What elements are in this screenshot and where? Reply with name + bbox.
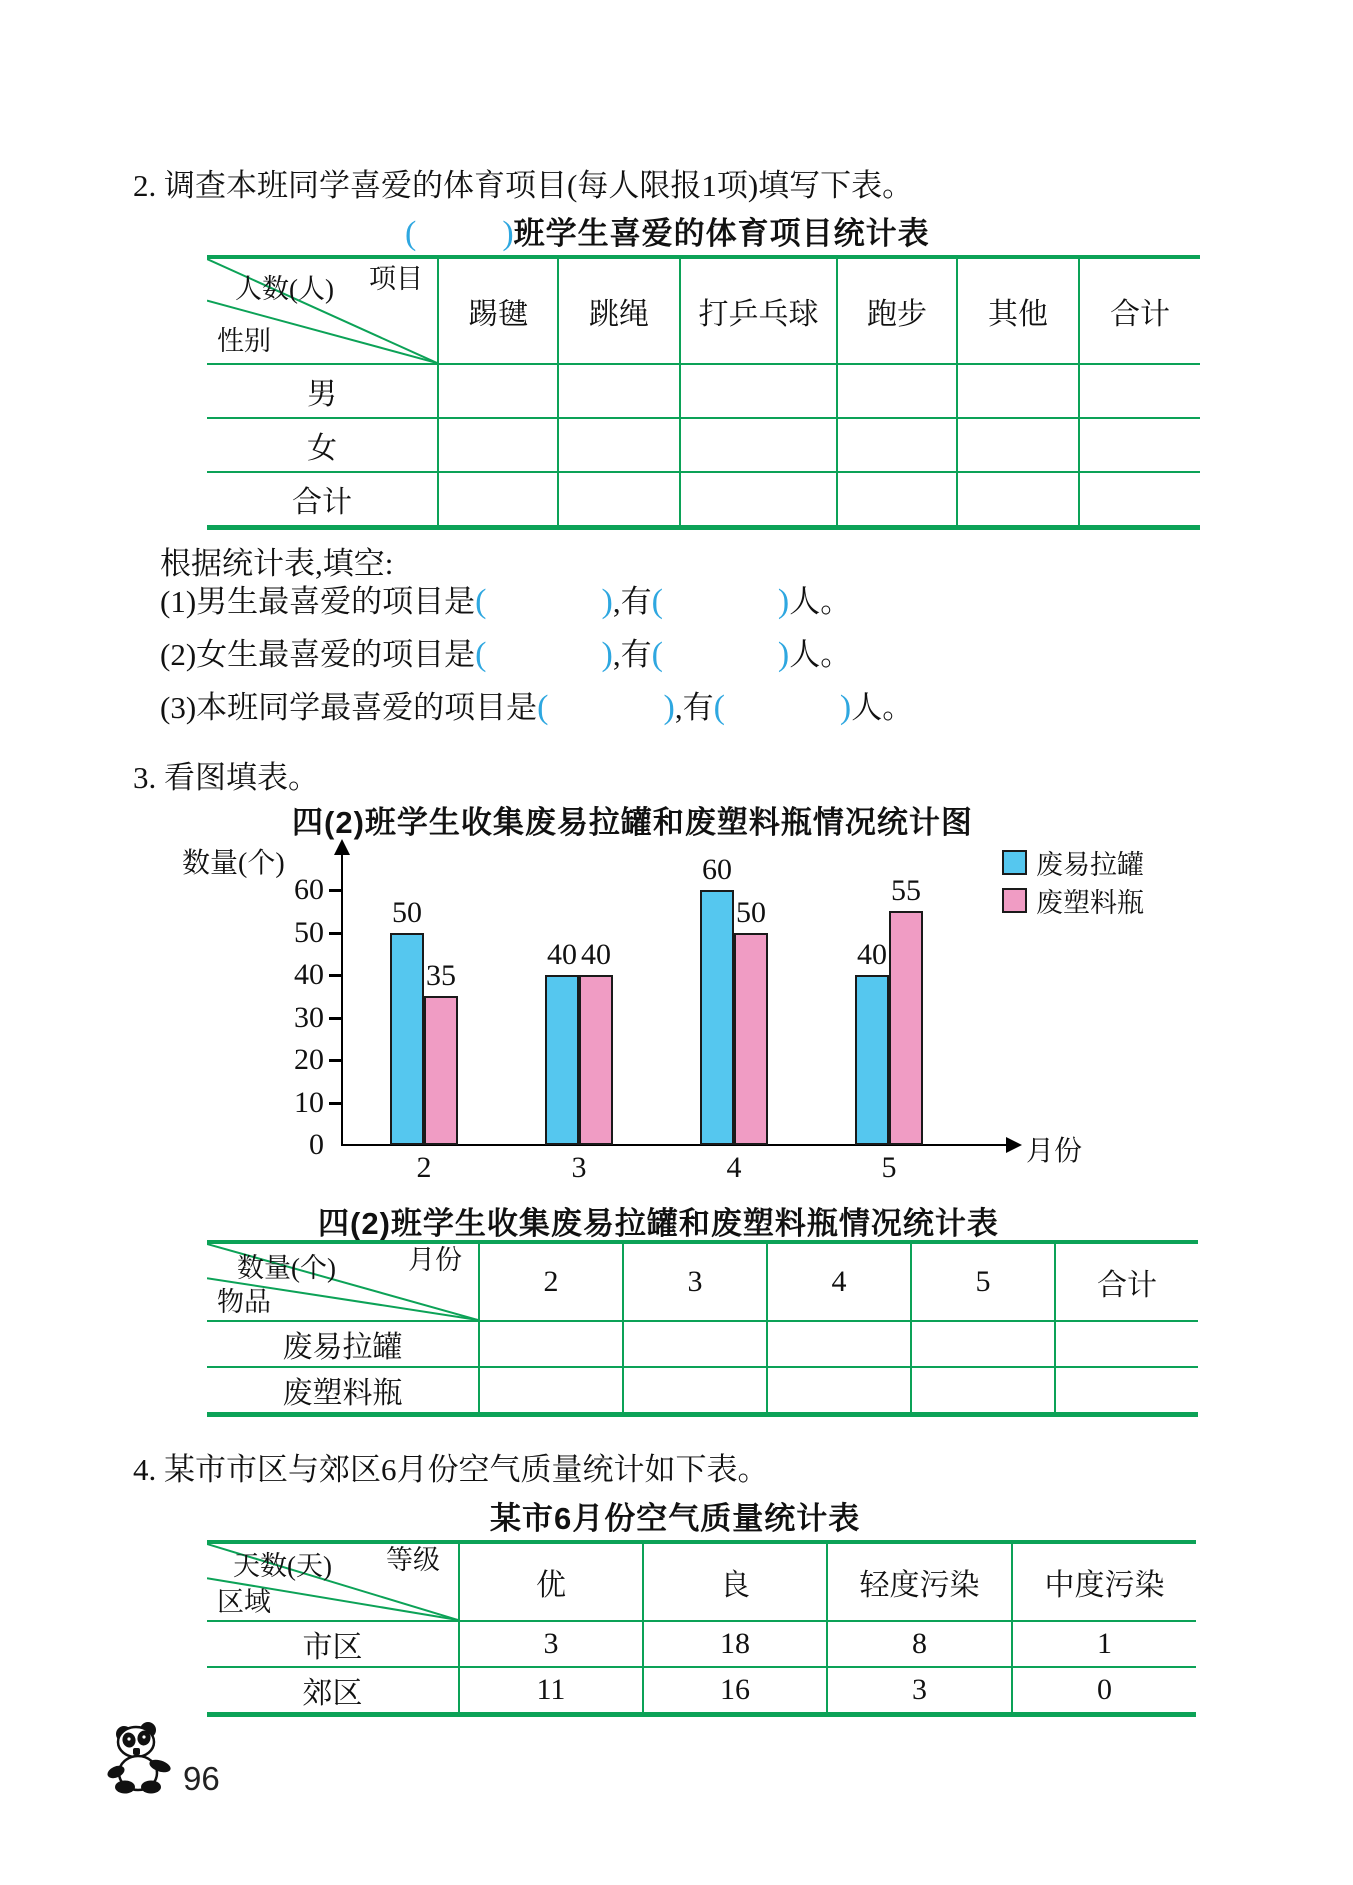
- empty-cell: [911, 1367, 1055, 1415]
- diagonal-header-cell: [207, 1242, 479, 1321]
- diagonal-header-cell: [207, 257, 438, 364]
- legend-label: 废易拉罐: [1036, 850, 1144, 880]
- table-row: [207, 1242, 1198, 1321]
- legend-swatch-blue: [1002, 850, 1027, 875]
- legend-item-bottles: [1002, 881, 1144, 920]
- blank-paren-open: (: [475, 636, 487, 673]
- empty-cell: [767, 1367, 911, 1415]
- column-header: 合计: [1079, 257, 1200, 364]
- row-label: 废塑料瓶: [207, 1367, 479, 1415]
- empty-cell: [911, 1321, 1055, 1367]
- column-header: 其他: [957, 257, 1079, 364]
- y-tick-label: 50: [294, 915, 324, 949]
- blank-paren-open: (: [475, 583, 487, 620]
- question-4-prompt: 4. 某市市区与郊区6月份空气质量统计如下表。: [133, 1452, 769, 1487]
- blank-mid: ,有: [612, 584, 652, 619]
- empty-cell: [837, 364, 957, 418]
- blank-paren-close: ): [502, 215, 514, 252]
- value-cell: 1: [1012, 1621, 1196, 1667]
- empty-cell: [680, 472, 837, 528]
- table-row: [207, 1367, 1198, 1415]
- empty-cell: [438, 418, 558, 472]
- empty-cell: [1079, 472, 1200, 528]
- empty-cell: [438, 472, 558, 528]
- bar-chart-plot: [180, 835, 1144, 1225]
- value-cell: 11: [459, 1667, 643, 1715]
- value-cell: 0: [1012, 1667, 1196, 1715]
- empty-cell: [558, 364, 680, 418]
- bar-value-label: 35: [426, 959, 456, 993]
- sports-survey-table: [207, 255, 1200, 530]
- table-row: [207, 257, 1200, 364]
- bar-value-label: 40: [581, 938, 611, 971]
- table-row: [207, 472, 1200, 528]
- fill-blank-line-2: [160, 629, 851, 674]
- row-label: 废易拉罐: [207, 1321, 479, 1367]
- cans-bottles-table: [207, 1240, 1198, 1417]
- table-row: [207, 1542, 1196, 1621]
- x-category-label: 5: [881, 1151, 897, 1184]
- bar-value-label: 40: [547, 938, 577, 971]
- empty-cell: [957, 472, 1079, 528]
- x-axis-label: 月份: [1026, 1136, 1083, 1167]
- blank-lead: (2)女生最喜爱的项目是: [160, 637, 476, 672]
- empty-cell: [1055, 1321, 1198, 1367]
- empty-cell: [479, 1321, 623, 1367]
- column-header: 轻度污染: [827, 1542, 1012, 1621]
- bar-value-label: 50: [736, 895, 766, 929]
- bar-value-label: 55: [891, 874, 921, 908]
- row-label: 男: [207, 364, 438, 418]
- empty-cell: [479, 1367, 623, 1415]
- value-cell: 18: [643, 1621, 827, 1667]
- value-cell: 16: [643, 1667, 827, 1715]
- y-tick-label: 0: [309, 1128, 324, 1161]
- bar-value-label: 50: [392, 895, 422, 929]
- y-tick-mark: [329, 889, 341, 892]
- value-cell: 3: [459, 1621, 643, 1667]
- y-tick-mark: [329, 932, 341, 935]
- x-axis-arrow-icon: [1006, 1137, 1022, 1153]
- value-cell: 8: [827, 1621, 1012, 1667]
- blank-lead: (1)男生最喜爱的项目是: [160, 584, 476, 619]
- blank-paren-close: ): [601, 636, 613, 673]
- blank-tail: 人。: [851, 690, 914, 725]
- column-header: 跑步: [837, 257, 957, 364]
- bar-废易拉罐-3: [545, 975, 579, 1145]
- blank-paren-open: (: [405, 215, 417, 252]
- table-2-title: 四(2)班学生收集废易拉罐和废塑料瓶情况统计表: [318, 1206, 999, 1241]
- legend-swatch-pink: [1002, 888, 1027, 913]
- y-tick-label: 60: [294, 873, 324, 906]
- empty-cell: [558, 472, 680, 528]
- corner-label-bottom: 性别: [217, 326, 271, 357]
- empty-cell: [680, 364, 837, 418]
- fill-blank-line-3: [160, 682, 913, 727]
- bar-废塑料瓶-2: [424, 996, 458, 1145]
- empty-cell: [837, 418, 957, 472]
- bar-value-label: 40: [857, 938, 887, 971]
- column-header: 合计: [1055, 1242, 1198, 1321]
- fill-blank-line-1: [160, 576, 851, 621]
- table-3-title: 某市6月份空气质量统计表: [490, 1501, 861, 1536]
- y-axis-label: 数量(个): [182, 848, 285, 879]
- blank-paren-close: ): [777, 583, 790, 620]
- empty-cell: [623, 1367, 767, 1415]
- empty-cell: [1055, 1367, 1198, 1415]
- column-header: 优: [459, 1542, 643, 1621]
- air-quality-table: [207, 1540, 1196, 1717]
- table-row: [207, 1321, 1198, 1367]
- legend-item-cans: [1002, 843, 1144, 882]
- y-axis-line: [341, 853, 343, 1146]
- column-header: 打乒乓球: [680, 257, 837, 364]
- y-tick-label: 40: [294, 958, 324, 991]
- blank-mid: ,有: [674, 690, 714, 725]
- blank-paren-close: ): [601, 583, 613, 620]
- column-header: 4: [767, 1242, 911, 1321]
- x-category-label: 4: [726, 1151, 742, 1184]
- corner-label-bottom: 区域: [217, 1587, 271, 1618]
- column-header: 5: [911, 1242, 1055, 1321]
- row-label: 市区: [207, 1621, 459, 1667]
- empty-cell: [680, 418, 837, 472]
- table-row: [207, 418, 1200, 472]
- corner-label-mid: 人数(人): [235, 274, 334, 304]
- corner-label-top: 月份: [408, 1245, 462, 1275]
- legend-label: 废塑料瓶: [1036, 888, 1144, 918]
- empty-cell: [1079, 418, 1200, 472]
- y-tick-mark: [329, 974, 341, 977]
- corner-label-top: 项目: [369, 264, 423, 294]
- blank-tail: 人。: [789, 584, 852, 619]
- blank-paren-open: (: [537, 689, 549, 726]
- table-1-title-text: 班学生喜爱的体育项目统计表: [513, 216, 930, 251]
- column-header: 良: [643, 1542, 827, 1621]
- question-3-prompt: 3. 看图填表。: [133, 760, 319, 795]
- empty-cell: [1079, 364, 1200, 418]
- blank-paren-open: (: [651, 583, 663, 620]
- value-cell: 3: [827, 1667, 1012, 1715]
- page-number: 96: [183, 1760, 220, 1797]
- bar-废塑料瓶-4: [734, 933, 768, 1146]
- corner-label-mid: 天数(天): [233, 1551, 332, 1581]
- y-tick-label: 30: [294, 1000, 324, 1034]
- y-tick-mark: [329, 1059, 341, 1062]
- empty-cell: [957, 418, 1079, 472]
- blank-tail: 人。: [789, 637, 852, 672]
- row-label: 合计: [207, 472, 438, 528]
- empty-cell: [623, 1321, 767, 1367]
- x-category-label: 3: [571, 1151, 587, 1184]
- corner-label-top: 等级: [386, 1545, 440, 1575]
- empty-cell: [438, 364, 558, 418]
- column-header: 踢毽: [438, 257, 558, 364]
- y-tick-label: 10: [294, 1085, 324, 1119]
- table-row: [207, 1667, 1196, 1715]
- blank-paren-close: ): [839, 689, 852, 726]
- panda-icon: [103, 1720, 175, 1796]
- blank-paren-open: (: [651, 636, 663, 673]
- diagonal-header-cell: [207, 1542, 459, 1621]
- y-tick-mark: [329, 1017, 341, 1020]
- bar-废塑料瓶-3: [579, 975, 613, 1145]
- column-header: 中度污染: [1012, 1542, 1196, 1621]
- corner-label-mid: 数量(个): [237, 1253, 336, 1283]
- table-row: [207, 1621, 1196, 1667]
- column-header: 3: [623, 1242, 767, 1321]
- bar-value-label: 60: [702, 853, 732, 886]
- bar-chart-title: 四(2)班学生收集废易拉罐和废塑料瓶情况统计图: [292, 805, 973, 840]
- column-header: 2: [479, 1242, 623, 1321]
- table-1-title: [405, 208, 930, 253]
- empty-cell: [558, 418, 680, 472]
- blank-paren-close: ): [777, 636, 790, 673]
- blank-mid: ,有: [612, 637, 652, 672]
- empty-cell: [767, 1321, 911, 1367]
- row-label: 女: [207, 418, 438, 472]
- blank-lead: (3)本班同学最喜爱的项目是: [160, 690, 538, 725]
- question-2-prompt: 2. 调查本班同学喜爱的体育项目(每人限报1项)填写下表。: [133, 168, 914, 203]
- column-header: 跳绳: [558, 257, 680, 364]
- blank-paren-open: (: [713, 689, 725, 726]
- empty-cell: [837, 472, 957, 528]
- row-label: 郊区: [207, 1667, 459, 1715]
- fill-intro: 根据统计表,填空:: [160, 546, 394, 581]
- corner-label-bottom: 物品: [217, 1287, 271, 1318]
- y-tick-label: 20: [294, 1043, 324, 1076]
- empty-cell: [957, 364, 1079, 418]
- x-category-label: 2: [416, 1151, 432, 1184]
- bar-废塑料瓶-5: [889, 911, 923, 1145]
- table-row: [207, 364, 1200, 418]
- y-tick-mark: [329, 1102, 341, 1105]
- bar-废易拉罐-5: [855, 975, 889, 1145]
- blank-paren-close: ): [663, 689, 675, 726]
